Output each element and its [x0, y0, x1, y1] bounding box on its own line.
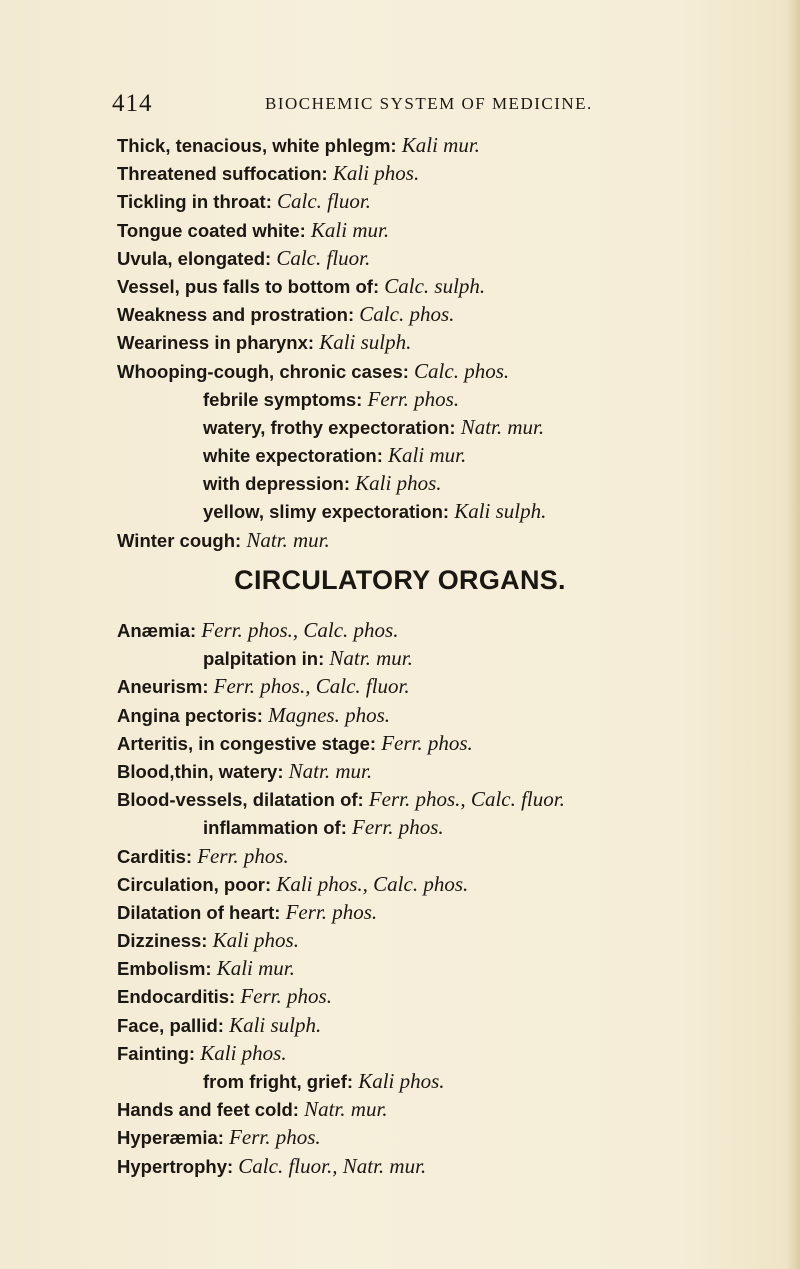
entry-remedy: Calc. phos. — [414, 358, 510, 383]
entry-term: Angina pectoris: — [117, 704, 263, 726]
index-entry — [117, 187, 777, 215]
entry-term: Weakness and prostration: — [117, 304, 355, 326]
index-subentry — [117, 441, 777, 469]
index-entry — [117, 1039, 777, 1067]
entry-term: Threatened suffocation: — [117, 163, 328, 185]
entry-remedy: Ferr. phos. — [229, 1125, 321, 1150]
entry-term: Arteritis, in congestive stage: — [117, 732, 377, 754]
index-entry — [117, 131, 777, 159]
entry-term: Whooping-cough, chronic cases: — [117, 360, 409, 382]
entry-remedy: Ferr. phos. — [352, 815, 444, 840]
entry-remedy: Calc. fluor. — [277, 189, 371, 214]
entry-remedy: Kali mur. — [310, 217, 390, 242]
entry-remedy: Kali phos., Calc. phos. — [276, 871, 469, 896]
entry-term: febrile symptoms: — [203, 388, 363, 410]
index-entry — [117, 898, 777, 926]
entry-term: Tickling in throat: — [117, 191, 272, 213]
entry-term: palpitation in: — [203, 648, 325, 670]
index-entry — [117, 672, 777, 700]
index-subentry — [117, 385, 777, 413]
page-edge-shading — [786, 0, 800, 1269]
entry-term: Fainting: — [117, 1042, 196, 1064]
entry-term: Blood,thin, watery: — [117, 760, 284, 782]
page-header — [0, 90, 800, 120]
index-entry — [117, 982, 777, 1010]
index-entry — [117, 842, 777, 870]
entry-remedy: Calc. fluor., Natr. mur. — [238, 1153, 427, 1178]
respiratory-entries-list — [117, 131, 777, 554]
entry-remedy: Calc. sulph. — [384, 273, 486, 298]
entry-term: from fright, grief: — [203, 1071, 354, 1092]
entry-remedy: Calc. fluor. — [276, 245, 371, 270]
entry-term: Dizziness: — [117, 930, 208, 952]
entry-remedy: Ferr. phos. — [381, 730, 473, 755]
index-entry — [117, 328, 777, 356]
entry-remedy: Natr. mur. — [329, 646, 413, 671]
entry-remedy: Kali sulph. — [319, 330, 412, 355]
entry-term: inflammation of: — [203, 817, 347, 839]
index-entry — [117, 1152, 777, 1180]
circulatory-entries-list — [117, 616, 777, 1180]
index-subentry — [117, 469, 777, 497]
index-entry — [117, 701, 777, 729]
index-subentry — [117, 497, 777, 525]
entry-remedy: Kali sulph. — [454, 499, 547, 524]
entry-remedy: Kali sulph. — [229, 1012, 322, 1037]
index-entry — [117, 300, 777, 328]
entry-remedy: Natr. mur. — [246, 527, 330, 552]
entry-term: Weariness in pharynx: — [117, 332, 315, 354]
index-entry — [117, 870, 777, 898]
index-entry — [117, 757, 777, 785]
entry-term: Embolism: — [117, 958, 212, 980]
index-subentry — [117, 413, 777, 441]
index-entry — [117, 926, 777, 954]
index-entry — [117, 216, 777, 244]
entry-remedy: Kali mur. — [388, 443, 467, 468]
entry-term: Hyperæmia: — [117, 1127, 224, 1149]
entry-term: Vessel, pus falls to bottom of: — [117, 275, 380, 297]
entry-remedy: Kali phos. — [358, 1069, 445, 1093]
entry-remedy: Ferr. phos. — [197, 843, 289, 868]
entry-term: Thick, tenacious, white phlegm: — [117, 135, 397, 156]
index-entry — [117, 954, 777, 982]
entry-term: Hypertrophy: — [117, 1155, 234, 1177]
index-entry — [117, 244, 777, 272]
entry-remedy: Ferr. phos., Calc. fluor. — [368, 787, 565, 812]
entry-term: watery, frothy expectoration: — [203, 416, 456, 438]
entry-remedy: Kali mur. — [216, 956, 295, 981]
entry-remedy: Natr. mur. — [460, 414, 545, 439]
entry-remedy: Kali phos. — [200, 1040, 287, 1065]
page-number: 414 — [112, 90, 153, 117]
entry-remedy: Calc. phos. — [359, 302, 455, 327]
entry-remedy: Ferr. phos., Calc. phos. — [201, 618, 399, 642]
index-entry — [117, 729, 777, 757]
entry-term: Face, pallid: — [117, 1014, 224, 1036]
entry-remedy: Kali phos. — [355, 471, 442, 496]
entry-term: Endocarditis: — [117, 986, 236, 1008]
entry-term: Blood-vessels, dilatation of: — [117, 789, 364, 811]
entry-remedy: Kali phos. — [332, 161, 420, 186]
index-entry — [117, 159, 777, 187]
index-subentry — [117, 813, 777, 841]
entry-term: Anæmia: — [117, 620, 197, 641]
index-entry — [117, 1095, 777, 1123]
entry-term: Circulation, poor: — [117, 873, 272, 895]
entry-term: Dilatation of heart: — [117, 901, 281, 923]
entry-term: Tongue coated white: — [117, 219, 306, 241]
entry-term: Uvula, elongated: — [117, 247, 272, 269]
entry-remedy: Natr. mur. — [288, 758, 373, 783]
running-head: BIOCHEMIC SYSTEM OF MEDICINE. — [265, 94, 593, 113]
entry-remedy: Kali mur. — [401, 133, 480, 157]
index-entry — [117, 526, 777, 554]
entry-remedy: Ferr. phos. — [240, 984, 332, 1009]
entry-remedy: Kali phos. — [212, 928, 299, 953]
entry-remedy: Ferr. phos. — [367, 386, 460, 411]
entry-term: Winter cough: — [117, 529, 242, 551]
entry-term: Aneurism: — [117, 676, 209, 698]
entry-term: yellow, slimy expectoration: — [203, 501, 450, 523]
entry-term: white expectoration: — [203, 445, 383, 467]
entry-remedy: Ferr. phos. — [285, 899, 378, 924]
entry-term: Hands and feet cold: — [117, 1099, 299, 1121]
index-subentry — [117, 644, 777, 672]
section-heading-circulatory-organs: CIRCULATORY ORGANS. — [234, 565, 566, 595]
index-entry — [117, 1011, 777, 1039]
index-subentry — [117, 1067, 777, 1095]
entry-term: Carditis: — [117, 845, 193, 867]
entry-remedy: Magnes. phos. — [268, 702, 391, 727]
entry-remedy: Ferr. phos., Calc. fluor. — [213, 674, 410, 699]
index-entry — [117, 357, 777, 385]
index-entry — [117, 1123, 777, 1151]
entry-remedy: Natr. mur. — [304, 1097, 388, 1122]
index-entry — [117, 785, 777, 813]
index-entry — [117, 616, 777, 644]
index-entry — [117, 272, 777, 300]
entry-term: with depression: — [203, 473, 350, 495]
